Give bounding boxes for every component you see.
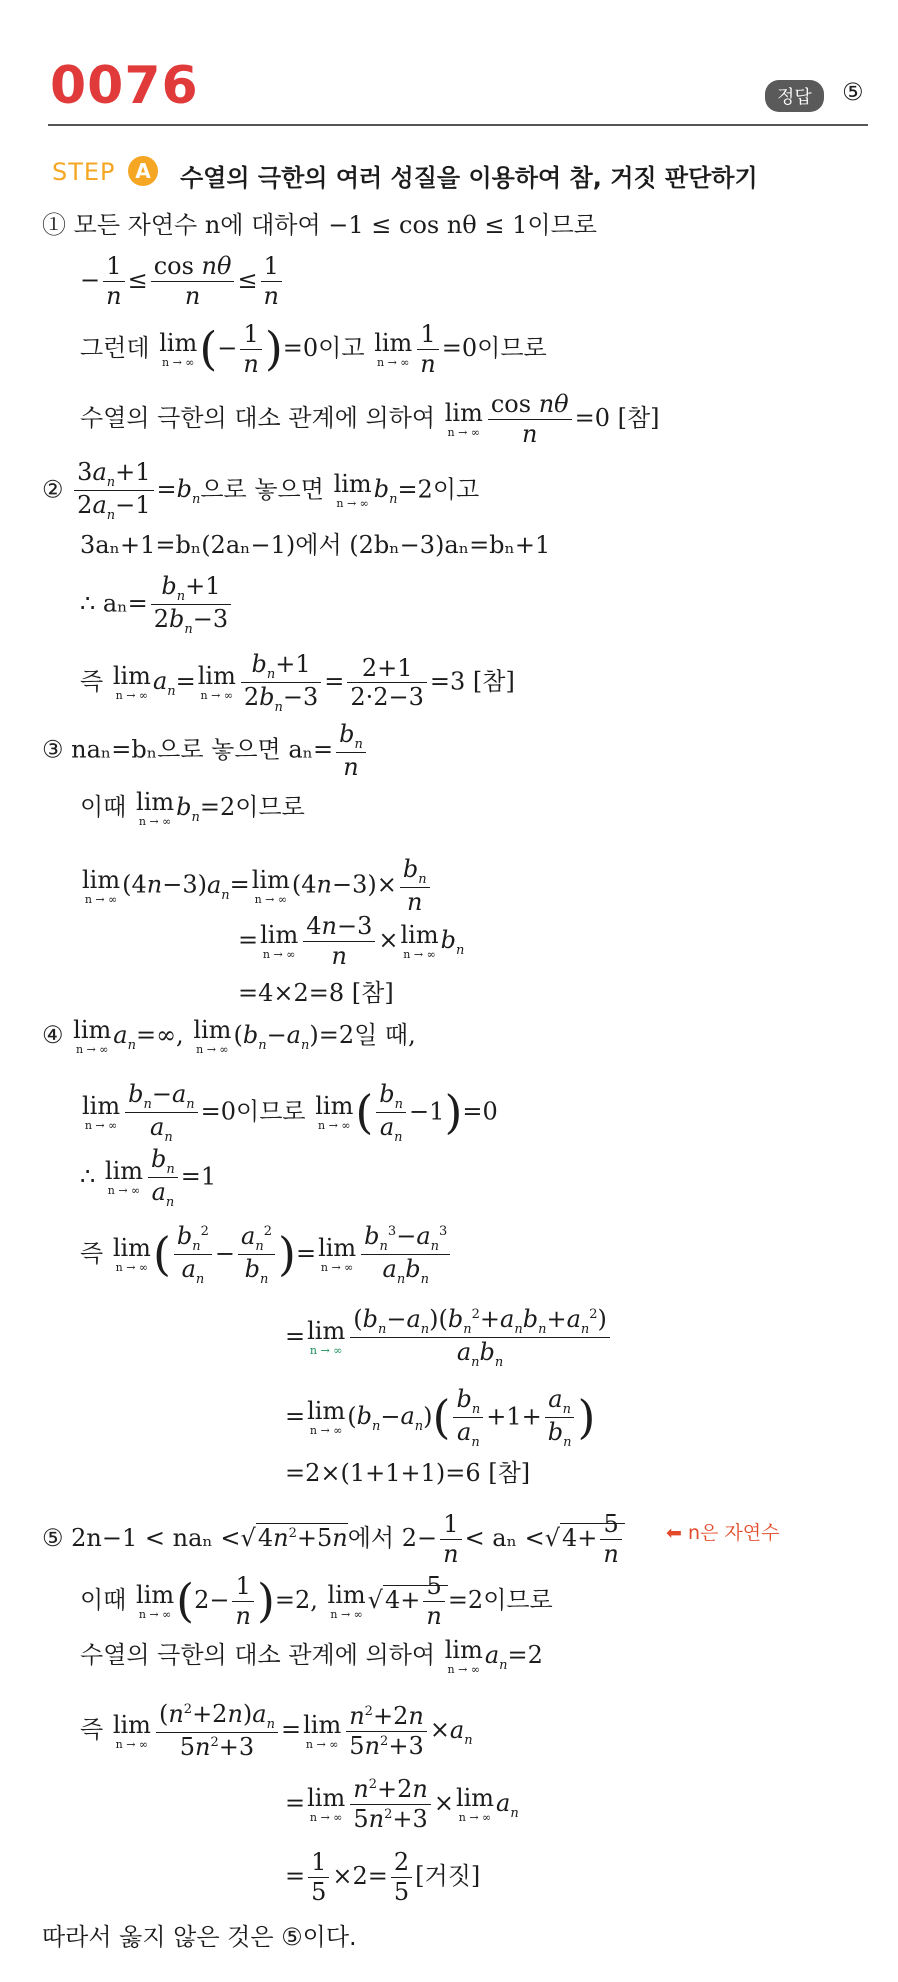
limit-symbol: lim n → ∞ bbox=[444, 1636, 483, 1676]
line-26: [거짓] bbox=[415, 1861, 481, 1890]
line-8b: =3 [참] bbox=[429, 667, 515, 696]
line-10b: =2이므로 bbox=[199, 793, 305, 821]
header-rule bbox=[48, 124, 868, 126]
line-3b: =0이고 bbox=[282, 333, 365, 362]
line-20: =2×(1+1+1)=6 [참] bbox=[285, 1459, 531, 1487]
line-23a: 수열의 극한의 대소 관계에 의하여 bbox=[80, 1641, 436, 1669]
equation-4-line3: = lim n → ∞ $(b_n-a_n)$( $\frac{b_n}{a_n}$ +1+ $\frac{a_n}{b_n}$ ) bbox=[285, 1385, 596, 1451]
line-3c: =0이므로 bbox=[441, 333, 547, 362]
choice-5-marker: ⑤ bbox=[42, 1523, 64, 1552]
answer-value: ⑤ bbox=[842, 78, 864, 106]
line-22b: =2, bbox=[274, 1585, 318, 1614]
equation-3-line2: = lim n → ∞ $\frac{4n-3}{n}$ × lim n → ∞ $b_n$ bbox=[238, 912, 465, 970]
line-5b: 으로 놓으면 bbox=[200, 475, 324, 504]
line-4a: 수열의 극한의 대소 관계에 의하여 bbox=[80, 403, 436, 432]
step-title: 수열의 극한의 여러 성질을 이용하여 참, 거짓 판단하기 bbox=[180, 164, 758, 192]
equation-5-line2: = lim n → ∞ $\frac{n^2+2n}{5n^2+3}$ × lim n → ∞ $a_n$ bbox=[285, 1775, 519, 1833]
line-4b: =0 [참] bbox=[574, 403, 660, 432]
limit-symbol: lim n → ∞ bbox=[82, 1092, 121, 1133]
equation-4-line2: = lim n → ∞ $(b_n-a_n)(b_n^2+a_nb_n+a_n^2)$ $a_nb_n$ bbox=[285, 1305, 613, 1371]
line-15: ∴ bbox=[80, 1162, 96, 1191]
limit-symbol: lim n → ∞ bbox=[112, 1710, 151, 1751]
limit-symbol: lim n → ∞ bbox=[104, 1157, 144, 1198]
line-21a: 2n−1 < naₙ < bbox=[71, 1523, 241, 1552]
limit-symbol: lim n → ∞ bbox=[444, 398, 483, 439]
problem-number: 0076 bbox=[50, 56, 199, 116]
answer-badge: 정답 bbox=[765, 80, 824, 112]
limit-symbol: lim n → ∞ bbox=[193, 1016, 232, 1056]
line-10a: 이때 bbox=[80, 793, 127, 821]
choice-4-marker: ④ bbox=[42, 1021, 64, 1049]
limit-symbol: lim n → ∞ bbox=[327, 1580, 366, 1621]
equation-5-line3: = $\frac{1}{5}$ ×2= $\frac{2}{5}$ [거짓] bbox=[285, 1848, 481, 1906]
limit-symbol: lim n → ∞ bbox=[315, 1092, 354, 1133]
line-8a: 즉 bbox=[80, 667, 104, 696]
line-21c: < aₙ < bbox=[464, 1523, 545, 1552]
conclusion: 따라서 옳지 않은 것은 ⑤이다. bbox=[42, 1923, 357, 1951]
limit-symbol: lim n → ∞ bbox=[136, 1580, 175, 1621]
line-16a: 즉 bbox=[80, 1239, 104, 1268]
line-13: =∞, bbox=[135, 1021, 184, 1049]
line-23b: =2 bbox=[507, 1641, 543, 1669]
line-9: naₙ=bₙ으로 놓으면 aₙ= bbox=[71, 735, 334, 764]
line-7: ∴ aₙ= bbox=[80, 589, 148, 618]
line-13b: =2일 때, bbox=[318, 1021, 416, 1049]
line-12: =4×2=8 [참] bbox=[238, 979, 394, 1007]
note-n-natural: ⬅ n은 자연수 bbox=[666, 1522, 780, 1544]
line-3a: 그런데 bbox=[80, 333, 150, 362]
limit-symbol: lim n → ∞ bbox=[112, 1234, 151, 1275]
choice-2-marker: ② bbox=[42, 475, 64, 504]
line-22c: =2이므로 bbox=[447, 1585, 553, 1614]
line-5c: =2이고 bbox=[397, 475, 480, 504]
step-letter-circle: A bbox=[128, 156, 158, 186]
line-1: 모든 자연수 n에 대하여 −1 ≤ cos nθ ≤ 1이므로 bbox=[73, 211, 597, 239]
limit-symbol: lim n → ∞ bbox=[112, 662, 151, 703]
limit-symbol: lim n → ∞ bbox=[318, 1234, 357, 1275]
choice-3-marker: ③ bbox=[42, 735, 64, 764]
limit-symbol: lim n → ∞ bbox=[159, 328, 198, 369]
line-21b: 에서 2− bbox=[347, 1523, 438, 1552]
line-14: =0이므로 bbox=[200, 1097, 306, 1126]
line-22a: 이때 bbox=[80, 1585, 127, 1614]
inequality-cos: − $\frac{1}{n}$ ≤ $\frac{\text{cos nθ}}{n}$ ≤ $\frac{1}{n}$ bbox=[80, 252, 285, 311]
line-24a: 즉 bbox=[80, 1715, 104, 1744]
limit-symbol: lim n → ∞ bbox=[303, 1710, 342, 1751]
limit-symbol: lim n → ∞ bbox=[333, 470, 372, 511]
equation-3-line1: lim n → ∞ $(4n-3)a_n=$ lim n → ∞ (4n−3)× $\frac{b_n}{n}$ bbox=[80, 855, 433, 917]
limit-symbol: lim n → ∞ bbox=[374, 328, 413, 369]
line-6: 3aₙ+1=bₙ(2aₙ−1)에서 (2bₙ−3)aₙ=bₙ+1 bbox=[80, 531, 551, 559]
step-label: STEP bbox=[52, 158, 116, 186]
choice-1-marker: ① bbox=[42, 211, 66, 239]
limit-symbol: lim n → ∞ bbox=[73, 1016, 112, 1056]
limit-symbol: lim n → ∞ bbox=[136, 788, 175, 828]
limit-symbol: lim n → ∞ bbox=[197, 662, 236, 703]
